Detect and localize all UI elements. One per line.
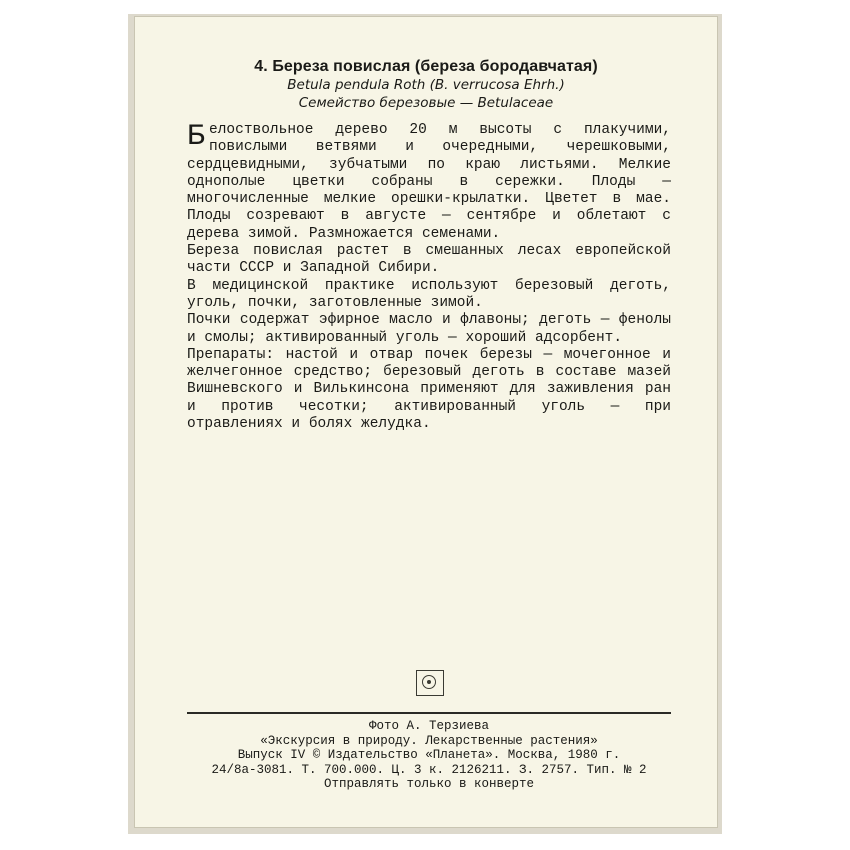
paragraph-2: Береза повислая растет в смешанных лесах европейской части СССР и Западной Сибири. (187, 243, 671, 277)
card-header (134, 58, 718, 112)
series-title: «Экскурсия в природу. Лекарственные растения» (260, 733, 598, 748)
description-text (187, 122, 671, 433)
family-name: Семейство березовые — Betulaceae (298, 95, 554, 111)
paragraph-5: Препараты: настой и отвар почек березы — мочегонное и желчегонное средство; березовый деготь в составе мазей Вишневского и Вилькинсона применяют для заживления ран и против чесотки; активированный уголь — при отравлениях и болях желудка. (187, 346, 671, 433)
photo-credit: Фото А. Терзиева (368, 719, 490, 733)
print-info: 24/8а-3081. Т. 700.000. Ц. 3 к. 2126211. З. 2757. Тип. № 2 (211, 762, 647, 777)
species-title: 4. Береза повислая (береза бородавчатая) (254, 58, 598, 75)
imprint (187, 719, 671, 792)
paragraph-1-text: елоствольное дерево 20 м высоты с плакучими, повислыми ветвями и очередными, черешковыми, сердцевидными, зубчатыми по краю листьями. Мелкие однополые цветки собраны в сережки. Плоды — многочисленные мелкие орешки-крылатки. Цветет в мае. Плоды созревают в августе — сентябре и облетают с дерева зимой. Размножается семенами. (187, 122, 671, 242)
postcard-back (134, 16, 718, 828)
mailing-note: Отправлять только в конверте (323, 777, 535, 791)
paragraph-3: В медицинской практике используют березовый деготь, уголь, почки, заготовленные зимой. (187, 277, 671, 311)
divider (187, 712, 671, 714)
publisher-emblem-icon (416, 670, 444, 696)
publisher-line: Выпуск IV © Издательство «Планета». Москва, 1980 г. (237, 748, 621, 762)
drop-cap: Б (187, 120, 206, 154)
paragraph-1 (187, 122, 671, 243)
paragraph-4: Почки содержат эфирное масло и флавоны; деготь — фенолы и смолы; активированный уголь — хороший адсорбент. (187, 312, 671, 346)
latin-name: Betula pendula Roth (B. verrucosa Ehrh.) (287, 77, 565, 93)
